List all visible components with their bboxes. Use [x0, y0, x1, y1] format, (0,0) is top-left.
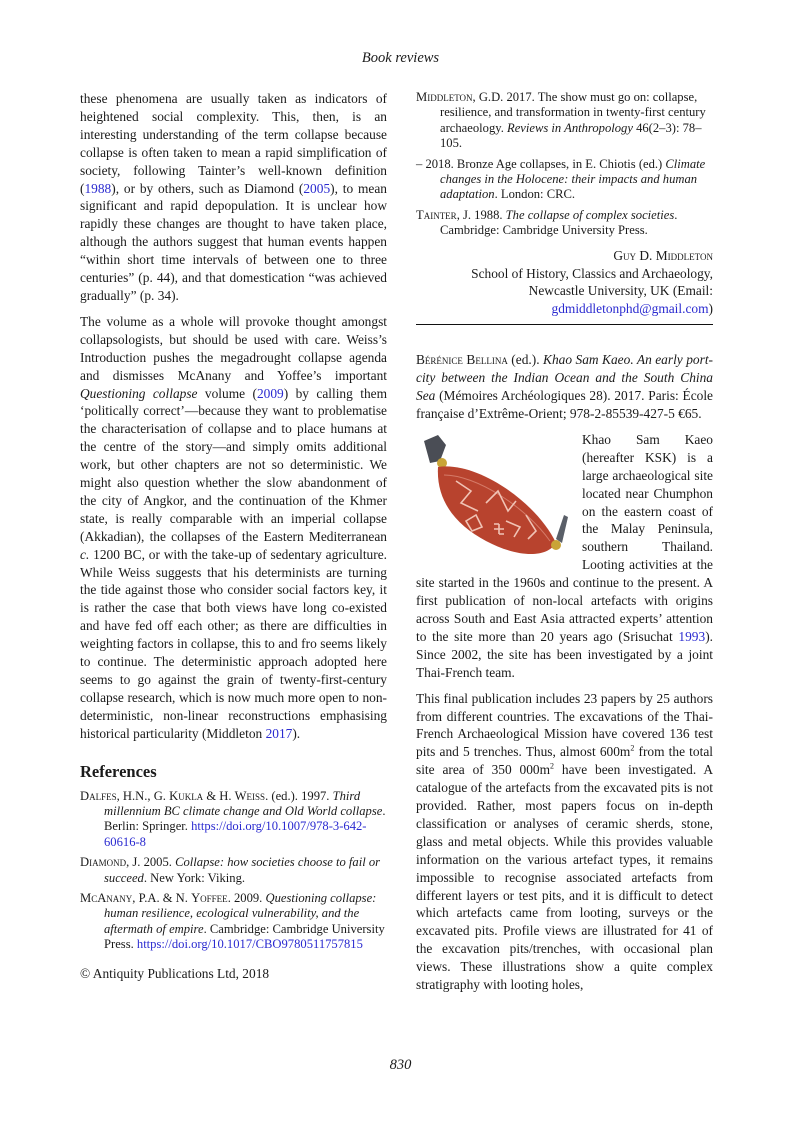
text-run: , H.N., G.	[116, 788, 170, 803]
reference-item	[416, 157, 713, 203]
reviewer-affiliation: School of History, Classics and Archaeology,	[471, 265, 713, 281]
author-name: Weiss	[234, 788, 266, 803]
italic-text: Khao Sam Kaeo. An early port-city between the Indian Ocean and the South China Sea	[416, 352, 714, 404]
running-header: Book reviews	[361, 50, 440, 66]
left-column	[80, 90, 387, 983]
closing-paren: )	[708, 301, 713, 317]
author-name: Bérénice Bellina	[416, 352, 508, 368]
text-run: . 2009.	[227, 890, 266, 905]
carnelian-pendant-image	[416, 431, 576, 567]
review-paragraph	[80, 313, 387, 743]
text-run: ).	[292, 725, 301, 741]
italic-text: Reviews in Anthropology	[507, 120, 633, 135]
text-run: The volume as a whole will provoke thought amongst collapsologists, but should be used with care. Weiss’s Introduction pushes the megadrought collapse agenda and dismisses McAnany and Yoffee’s important	[80, 313, 387, 383]
text-run: ), or by others, such as Diamond (	[111, 180, 304, 196]
right-column	[416, 90, 713, 1002]
text-run: This final publication includes 23 papers by 25 authors from different countries. The excavations of the Thai-French Archaeological Mission have covered 136 test pits and 5 trenches. Thus, almost 600m	[416, 690, 713, 760]
text-run: & H.	[203, 788, 235, 803]
citation-link[interactable]: 2009	[256, 385, 284, 401]
text-run: Khao Sam Kaeo (hereafter KSK) is a large archaeological site located near Chumphon on the eastern coast of the Malay Peninsula, southern Thailand. Looting activities at the site started in the 1960s and continue to the present. A first publication of non-local artefacts with origins across South and East Asia attracted experts’ attention to the site more than 20 years ago (Srisuchat	[416, 431, 713, 644]
author-name: Yoffee	[191, 890, 228, 905]
references-heading: References	[80, 761, 157, 781]
author-name: Tainter	[416, 207, 457, 222]
text-run: 2	[630, 743, 635, 753]
review-paragraph	[416, 431, 713, 682]
text-run: . (ed.). 1997.	[265, 788, 333, 803]
book-citation	[416, 351, 713, 423]
review-divider	[416, 324, 713, 325]
text-run: have been investigated. A catalogue of the artefacts from the excavated pits is not provided. Rather, most papers focus on in-depth classification or analyses of ceramic sherds, stone, glass and metal objects. While this provides valuable information on the various artefact types, it remains impossible to recognise associated artefacts from different layers or test pits, and it is difficult to detect which artefacts came from looting, surveys or the excavated pits. Profile views are illustrated for 41 of the excavation pits/trenches, with occasional plan views. These illustrations show a quite complex stratigraphy with looting holes,	[416, 762, 713, 993]
reference-item	[80, 891, 387, 953]
text-run: (ed.).	[507, 352, 544, 368]
text-run: these phenomena are usually taken as indicators of heightened social complexity. This, then, is an interesting understanding of the term collapse because collapse is often taken to mean a rapid simplification of society, following Tainter’s well-known definition (	[80, 91, 387, 196]
reference-item	[80, 855, 387, 886]
text-run: , J. 2005.	[126, 855, 176, 870]
text-run: , G.D. 2017. The show must go on: collapse, resilience, and transformation in twenty-first century archaeology.	[440, 90, 706, 135]
text-run: . Cambridge: Cambridge University Press.	[440, 207, 678, 238]
citation-link[interactable]: 1993	[678, 628, 706, 644]
reviewer-name: Guy D. Middleton	[613, 247, 713, 263]
text-run: . Berlin: Springer.	[104, 803, 386, 834]
citation-link[interactable]: 2017	[265, 725, 293, 741]
text-run: ). Since 2002, the site has been investigated by a joint Thai-French team.	[416, 628, 713, 680]
review-paragraph	[416, 690, 713, 994]
citation-link[interactable]: 2005	[303, 180, 331, 196]
author-name: McAnany	[80, 890, 133, 905]
author-name: Diamond	[80, 855, 127, 870]
text-run: from the total site area of 350 000m	[416, 744, 713, 778]
reviewer-signature	[416, 247, 713, 319]
reviewer-affiliation: Newcastle University, UK (Email:	[528, 283, 713, 299]
text-run: . London: CRC.	[494, 187, 576, 202]
reference-item	[416, 208, 713, 239]
italic-text: The collapse of complex societies	[505, 207, 675, 222]
text-run: ), to mean significant and rapid depopulation. It is unclear how rapidly these changes are thought to have taken place, although the authors suggest that human events happen “within short time intervals of between one to three centuries” (p. 44), and that domestication “was achieved gradually” (p. 34).	[80, 180, 387, 303]
reviewer-email-link[interactable]: gdmiddletonphd@gmail.com	[551, 301, 709, 317]
copyright-notice: © Antiquity Publications Ltd, 2018	[80, 965, 270, 981]
citation-link[interactable]: 1988	[84, 180, 112, 196]
italic-text: Collapse: how societies choose to fail or succeed	[104, 855, 381, 885]
citation-link[interactable]: https://doi.org/10.1017/CBO9780511757815	[136, 937, 363, 952]
text-run: . New York: Viking.	[143, 870, 246, 885]
text-run: 46(2–3): 78–105.	[440, 120, 702, 151]
review-paragraph	[80, 90, 387, 305]
citation-link[interactable]: https://doi.org/10.1007/978-3-642-60616-8	[104, 819, 367, 849]
text-run: , P.A. & N.	[132, 890, 192, 905]
italic-text: Questioning collapse: human resilience, ecological vulnerability, and the aftermath of empire	[104, 890, 377, 936]
reference-item	[80, 789, 387, 851]
italic-text: Questioning collapse	[80, 385, 198, 401]
author-name: Middleton	[416, 90, 473, 104]
italic-text: c.	[80, 546, 90, 562]
author-name: Kukla	[169, 788, 204, 803]
reference-item	[416, 90, 713, 152]
text-run: (Mémoires Archéologiques 28). 2017. Paris: École française d’Extrême-Orient; 978-2-85539-427-5 €65.	[416, 388, 713, 421]
text-run: 1200 BC, or with the take-up of sedentary agriculture. While Weiss suggests that his determinists are turning the tide against those who consider social factors key, it is rather the case that both views have long co-existed and have fed off each other; as there are difficulties in weighting factors in collapse, this to and fro seems likely to continue. The deterministic approach adopted here seems to go against the grain of twenty-first-century collapse research, which is now much more open to non-deterministic, non-linear reconstructions emphasising historical particularity (Middleton	[80, 546, 387, 741]
text-run: 2	[550, 761, 555, 771]
text-run: volume (	[197, 385, 257, 401]
text-run: , J. 1988.	[456, 207, 506, 222]
text-run: – 2018. Bronze Age collapses, in E. Chiotis (ed.)	[416, 156, 666, 171]
italic-text: Climate changes in the Holocene: their impacts and human adaptation	[440, 156, 706, 202]
author-name: Dalfes	[80, 788, 117, 803]
text-run: ) by calling them ‘politically correct’—because they want to problematise the characterisation of collapse and to place humans at the centre of the story—and simply omits additional work, but other chapters are not so deterministic. We might also question whether the slow abandonment of the city of Angkor, and the continuation of the Khmer state, is really comparable with an imperial collapse (Akkadian), the collapses of the Eastern Mediterranean	[80, 385, 387, 544]
page-number: 830	[389, 1057, 412, 1073]
italic-text: Third millennium BC climate change and Old World collapse	[104, 788, 383, 818]
text-run: . Cambridge: Cambridge University Press.	[104, 921, 385, 952]
